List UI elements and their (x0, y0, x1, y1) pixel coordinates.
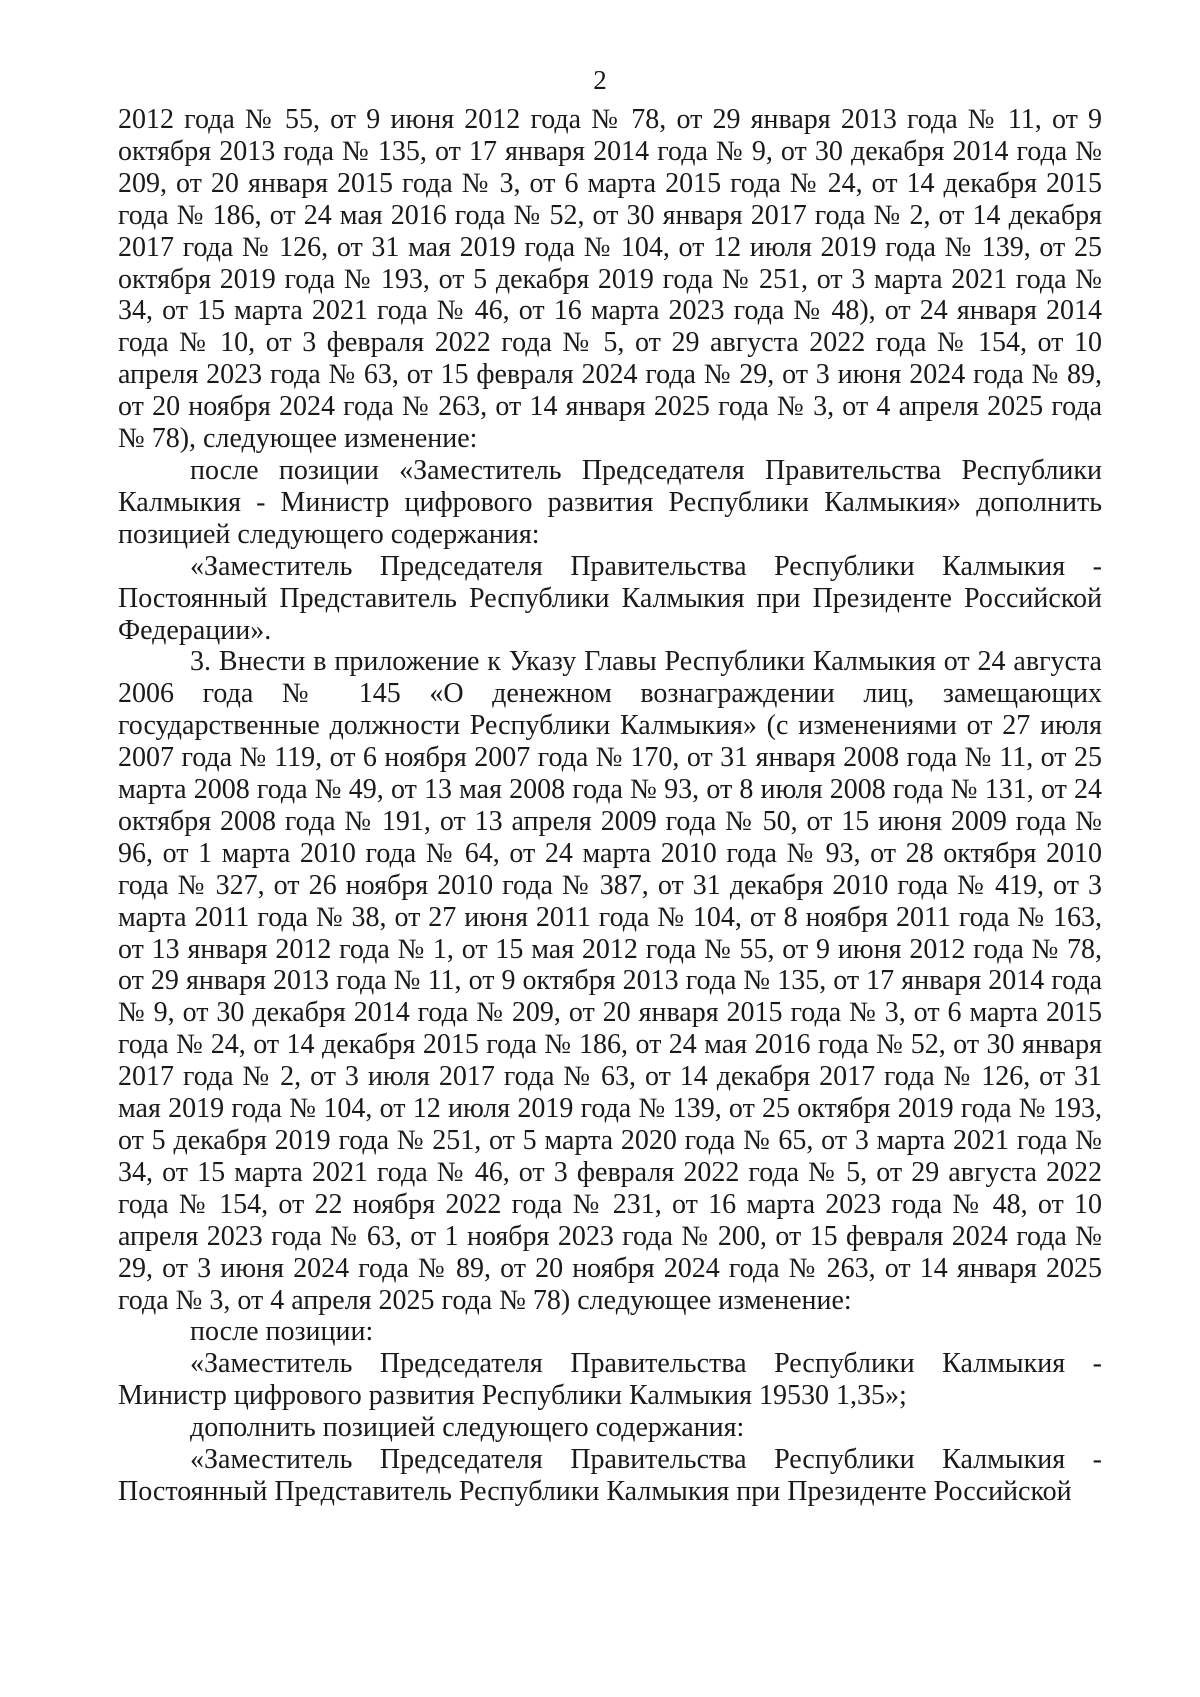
page-number: 2 (593, 65, 607, 95)
paragraph-supplement-quote: «Заместитель Председателя Правительства Республики Калмыкия - Постоянный Представитель Республики Калмыкия при Президенте Российской (118, 1444, 1102, 1507)
paragraph-existing-position-quote: «Заместитель Председателя Правительства Республики Калмыкия - Министр цифрового развития Республики Калмыкия 19530 1,35»; (118, 1348, 1102, 1412)
paragraph-continuation: 2012 года № 55, от 9 июня 2012 года № 78, от 29 января 2013 года № 11, от 9 октября 2013 года № 135, от 17 января 2014 года № 9, от 30 декабря 2014 года № 209, от 20 января 2015 года № 3, от 6 марта 2015 года № 24, от 14 декабря 2015 года № 186, от 24 мая 2016 года № 52, от 30 января 2017 года № 2, от 14 декабря 2017 года № 126, от 31 мая 2019 года № 104, от 12 июля 2019 года № 139, от 25 октября 2019 года № 193, от 5 декабря 2019 года № 251, от 3 марта 2021 года № 34, от 15 марта 2021 года № 46, от 16 марта 2023 года № 48), от 24 января 2014 года № 10, от 3 февраля 2022 года № 5, от 29 августа 2022 года № 154, от 10 апреля 2023 года № 63, от 15 февраля 2024 года № 29, от 3 июня 2024 года № 89, от 20 ноября 2024 года № 263, от 14 января 2025 года № 3, от 4 апреля 2025 года № 78), следующее изменение: (118, 104, 1102, 455)
paragraph-after-position: после позиции «Заместитель Председателя Правительства Республики Калмыкия - Министр цифрового развития Республики Калмыкия» дополнить позицией следующего содержания: (118, 454, 1102, 550)
paragraph-after-position-label: после позиции: (190, 1316, 374, 1348)
paragraph-new-position-quote: «Заместитель Председателя Правительства Республики Калмыкия - Постоянный Представитель Республики Калмыкия при Президенте Российской Федерации». (118, 550, 1102, 646)
paragraph-item-3: 3. Внести в приложение к Указу Главы Республики Калмыкия от 24 августа 2006 года № 145 «О денежном вознаграждении лиц, замещающих государственные должности Республики Калмыкия» (с изменениями от 27 июля 2007 года № 119, от 6 ноября 2007 года № 170, от 31 января 2008 года № 11, от 25 марта 2008 года № 49, от 13 мая 2008 года № 93, от 8 июля 2008 года № 131, от 24 октября 2008 года № 191, от 13 апреля 2009 года № 50, от 15 июня 2009 года № 96, от 1 марта 2010 года № 64, от 24 марта 2010 года № 93, от 28 октября 2010 года № 327, от 26 ноября 2010 года № 387, от 31 декабря 2010 года № 419, от 3 марта 2011 года № 38, от 27 июня 2011 года № 104, от 8 ноября 2011 года № 163, от 13 января 2012 года № 1, от 15 мая 2012 года № 55, от 9 июня 2012 года № 78, от 29 января 2013 года № 11, от 9 октября 2013 года № 135, от 17 января 2014 года № 9, от 30 декабря 2014 года № 209, от 20 января 2015 года № 3, от 6 марта 2015 года № 24, от 14 декабря 2015 года № 186, от 24 мая 2016 года № 52, от 30 января 2017 года № 2, от 3 июля 2017 года № 63, от 14 декабря 2017 года № 126, от 31 мая 2019 года № 104, от 12 июля 2019 года № 139, от 25 октября 2019 года № 193, от 5 декабря 2019 года № 251, от 5 марта 2020 года № 65, от 3 марта 2021 года № 34, от 15 марта 2021 года № 46, от 3 февраля 2022 года № 5, от 29 августа 2022 года № 154, от 22 ноября 2022 года № 231, от 16 марта 2023 года № 48, от 10 апреля 2023 года № 63, от 1 ноября 2023 года № 200, от 15 февраля 2024 года № 29, от 3 июня 2024 года № 89, от 20 ноября 2024 года № 263, от 14 января 2025 года № 3, от 4 апреля 2025 года № 78) следующее изменение: (118, 646, 1102, 1316)
paragraph-supplement-label: дополнить позицией следующего содержания: (190, 1412, 745, 1444)
document-body (118, 104, 1102, 1508)
